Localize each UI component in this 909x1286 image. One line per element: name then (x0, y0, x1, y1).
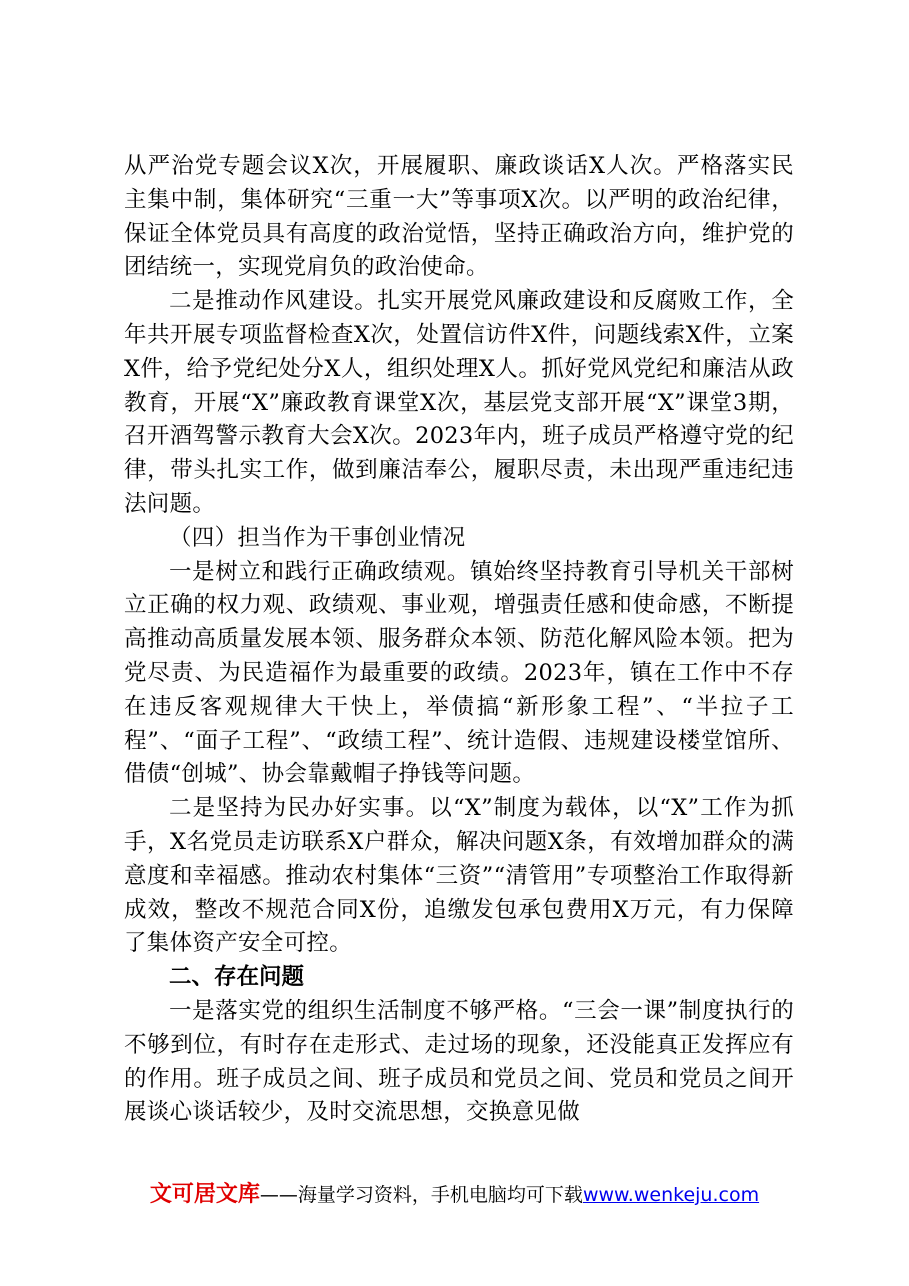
subheading-taking-responsibility: （四）担当作为干事创业情况 (169, 524, 466, 551)
paragraph-organizational-life-problem: 一是落实党的组织生活制度不够严格。“三会一课”制度执行的不够到位，有时存在走形式、走过场的现象，还没能真正发挥应有的作用。班子成员之间、班子成员和党员之间、党员和党员之间开展谈心谈话较少，及时交流思想，交换意见做 (124, 997, 794, 1126)
page-footer (0, 1181, 909, 1209)
paragraph-work-style-building: 二是推动作风建设。扎实开展党风廉政建设和反腐败工作，全年共开展专项监督检查X次，处置信访件X件，问题线索X件，立案X件，给予党纪处分X人，组织处理X人。抓好党风党纪和廉洁从政教育，开展“X”廉政教育课堂X次，基层党支部开展“X”课堂3期，召开酒驾警示教育大会X次。2023年内，班子成员严格遵守党的纪律，带头扎实工作，做到廉洁奉公，履职尽责，未出现严重违纪违法问题。 (124, 288, 794, 517)
paragraph-party-discipline-continuation: 从严治党专题会议X次，开展履职、廉政谈话X人次。严格落实民主集中制，集体研究“三重一大”等事项X次。以严明的政治纪律，保证全体党员具有高度的政治觉悟，坚持正确政治方向，维护党的团结统一，实现党肩负的政治使命。 (124, 153, 794, 281)
paragraph-performance-view: 一是树立和践行正确政绩观。镇始终坚持教育引导机关干部树立正确的权力观、政绩观、事业观，增强责任感和使命感，不断提高推动高质量发展本领、服务群众本领、防范化解风险本领。把为党尽责、为民造福作为最重要的政绩。2023年，镇在工作中不存在违反客观规律大干快上，举债搞“新形象工程”、“半拉子工程”、“面子工程”、“政绩工程”、统计造假、违规建设楼堂馆所、借债“创城”、协会靠戴帽子挣钱等问题。 (124, 558, 794, 788)
document-body (124, 150, 794, 1130)
footer-tagline: ——海量学习资料，手机电脑均可下载 (259, 1184, 583, 1206)
footer-brand: 文可居文库 (149, 1182, 260, 1207)
footer-website-link[interactable]: www.wenkeju.com (582, 1184, 760, 1206)
paragraph-practical-work-for-people: 二是坚持为民办好实事。以“X”制度为载体，以“X”工作为抓手，X名党员走访联系X户群众，解决问题X条，有效增加群众的满意度和幸福感。推动农村集体“三资”“清管用”专项整治工作取得新成效，整改不规范合同X份，追缴发包承包费用X万元，有力保障了集体资产安全可控。 (124, 795, 794, 957)
section-heading-existing-problems: 二、存在问题 (169, 964, 305, 991)
